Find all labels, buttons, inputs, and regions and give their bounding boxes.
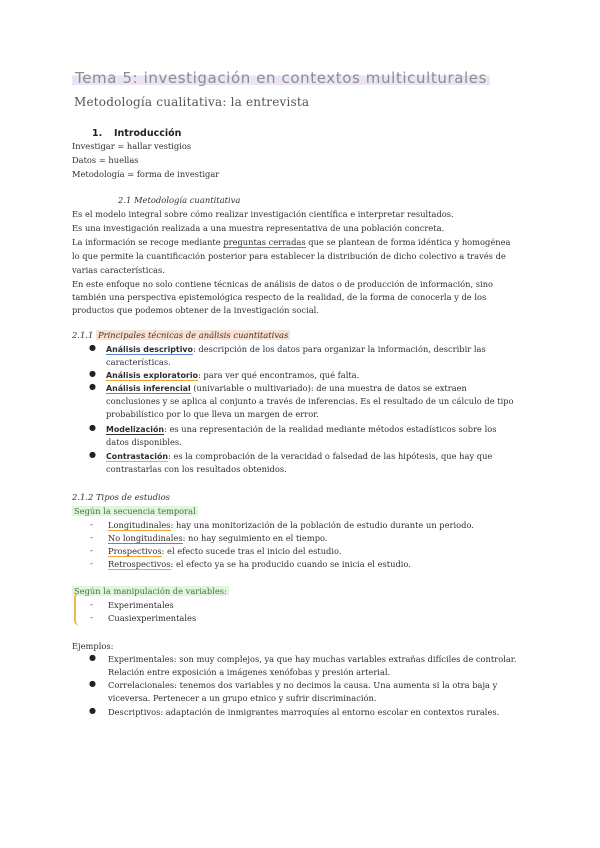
text-line: productos que podemos obtener de la investigación social. [72,305,319,315]
list-item: Cuasiexperimentales [108,613,197,623]
text-line: En este enfoque no solo contiene técnicas de análisis de datos o de producción de información, sino [72,279,494,289]
subsection-number: 2.1.1 [72,330,94,340]
list-item-continuation: contrastarlas con los resultados obtenidos. [106,464,287,474]
text-line: Es el modelo integral sobre cómo realizar investigación científica e interpretar resultados. [72,209,454,219]
bullet-icon: ● [89,343,96,352]
text-line: Es una investigación realizada a una muestra representativa de una población concreta. [72,223,445,233]
example-item-continuation: Relación entre exposición a imágenes xenófobas y presión arterial. [108,667,391,677]
section-heading-introduccion [92,128,181,139]
text-line: lo que permite la cuantificación posterior para establecer la distribución de dicho colectivo a través de [72,251,506,261]
group-label-secuencia [72,505,198,518]
section-number: 1. [92,128,103,139]
highlighted-label: Según la manipulación de variables: [74,586,227,596]
highlighted-heading: Principales técnicas de análisis cuantitativas [97,330,289,340]
bullet-icon: ● [89,450,96,459]
text-span: : es una representación de la realidad mediante métodos estadísticos sobre los [164,424,497,434]
term-retrospectivos: Retrospectivos [108,559,171,569]
term-no-longitudinales: No longitudinales [108,533,183,543]
list-item-continuation: probabilístico por lo que lleva un margen de error. [106,409,319,419]
list-item [106,450,492,463]
underlined-term: preguntas cerradas [223,237,306,247]
text-span: : hay una monitorización de la población de estudio durante un periodo. [170,520,474,530]
examples-label: Ejemplos: [72,641,114,651]
example-item: Correlacionales: tenemos dos variables y no decimos la causa. Una aumenta si la otra baja y [108,680,498,690]
list-item [108,519,474,532]
bullet-icon: ● [89,706,96,715]
text-line: Datos = huellas [72,155,139,165]
section-title: Introducción [114,128,182,139]
term-longitudinales: Longitudinales [108,520,171,530]
example-item: Descriptivos: adaptación de inmigrantes marroquíes al entorno escolar en contextos rurales. [108,707,500,717]
dash-icon: - [90,558,93,568]
text-line: también una perspectiva epistemológica respecto de la realidad, de la forma de conocerla y de los [72,292,487,302]
term-contrastacion: Contrastación [106,452,169,461]
list-item-continuation: características. [106,357,171,367]
page-subtitle: Metodología cualitativa: la entrevista [74,95,310,109]
text-span: : no hay seguimiento en el tiempo. [182,533,328,543]
text-line: Investigar = hallar vestigios [72,141,192,151]
text-span: La información se recoge mediante [72,237,224,247]
text-line [72,236,510,249]
bullet-icon: ● [89,423,96,432]
list-item: Experimentales [108,600,174,610]
bullet-icon: ● [89,679,96,688]
list-item [106,343,486,356]
text-span: (univariable o multivariado): de una muestra de datos se extraen [190,383,467,393]
subsection-heading-2-1-2: 2.1.2 Tipos de estudios [72,492,170,502]
text-span: que se plantean de forma idéntica y homogénea [305,237,511,247]
subsection-heading-2-1: 2.1 Metodología cuantitativa [118,195,241,205]
bullet-icon: ● [89,382,96,391]
dash-icon: - [90,612,93,622]
text-span: : es la comprobación de la veracidad o falsedad de las hipótesis, que hay que [168,451,493,461]
dash-icon: - [90,599,93,609]
brace-mark [74,592,82,626]
list-item [108,532,328,545]
list-item [106,382,467,395]
list-item [106,369,359,382]
text-span: : el efecto sucede tras el inicio del estudio. [161,546,342,556]
text-span: : descripción de los datos para organizar la información, describir las [192,344,486,354]
dash-icon: - [90,532,93,542]
term-prospectivos: Prospectivos [108,546,162,556]
example-item: Experimentales: son muy complejos, ya que hay muchas variables extrañas difíciles de controlar. [108,654,517,664]
text-line: varias características. [72,265,165,275]
term-analisis-exploratorio: Análisis exploratorio [106,371,198,380]
term-analisis-descriptivo: Análisis descriptivo [106,345,193,354]
example-item-continuation: viceversa. Pertenecer a un grupo etnico y sufrir discriminación. [108,693,377,703]
bullet-icon: ● [89,369,96,378]
page-title: Tema 5: investigación en contextos multiculturales [72,69,490,87]
list-item-continuation: conclusiones y se aplica al conjunto a través de inferencias. Es el resultado de un cálculo de tipo [106,396,514,406]
term-analisis-inferencial: Análisis inferencial [106,384,191,393]
term-modelizacion: Modelización [106,425,165,434]
dash-icon: - [90,519,93,529]
dash-icon: - [90,545,93,555]
text-span: : el efecto ya se ha producido cuando se inicia el estudio. [170,559,411,569]
list-item [108,558,411,571]
text-span: : para ver qué encontramos, qué falta. [197,370,360,380]
bullet-icon: ● [89,653,96,662]
list-item [106,423,497,436]
subsection-heading-2-1-1 [72,330,290,340]
text-line: Metodología = forma de investigar [72,169,220,179]
group-label-manipulacion [72,585,229,598]
list-item [108,545,342,558]
list-item-continuation: datos disponibles. [106,437,182,447]
highlighted-label: Según la secuencia temporal [74,506,196,516]
